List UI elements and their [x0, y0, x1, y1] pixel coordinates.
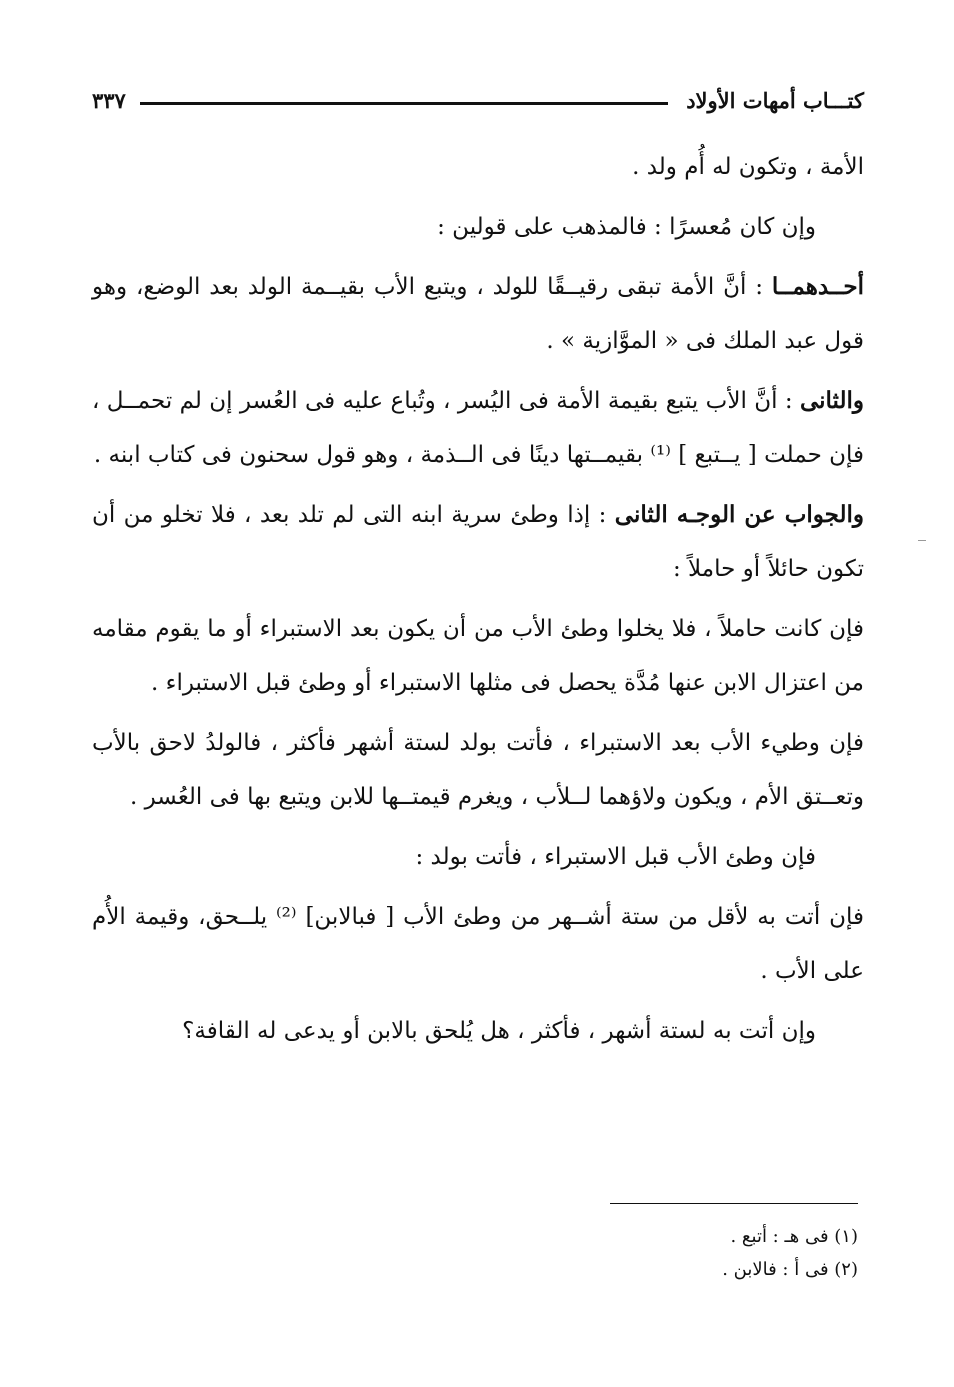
footnote-2: (٢) فى أ : فالابن .	[722, 1259, 858, 1280]
paragraph-text: فإن كانت حاملاً ، فلا يخلوا وطئ الأب من أن يكون بعد الاستبراء أو ما يقوم مقامه من اعتزال الابن عنها مُدَّة يحصل فى مثلها الاستبراء أو وطئ قبل الاستبراء .	[92, 616, 864, 696]
paragraph-lead: والثانى	[799, 387, 864, 414]
paragraph-2	[92, 200, 864, 254]
paragraph-5	[92, 488, 864, 596]
paragraph-text: وإن كان مُعسرًا : فالمذهب على قولين :	[437, 214, 816, 240]
paragraph-7	[92, 716, 864, 824]
paragraph-1	[92, 140, 864, 194]
paragraph-text: فإن وطيء الأب بعد الاستبراء ، فأتت بولد لستة أشهر فأكثر ، فالولدُ لاحق بالأب وتعــتق الأم ، ويكون ولاؤهما لــلأب ، ويغرم قيمتــها للابن ويتبع بها فى العُسر .	[92, 730, 864, 810]
paragraph-8	[92, 830, 864, 884]
paragraph-text: : إذا وطئ سرية ابنه التى لم تلد بعد ، فلا تخلو من أن تكون حائلاً أو حاملاً :	[92, 502, 864, 582]
footnotes	[498, 1220, 858, 1286]
running-header	[92, 84, 864, 118]
header-rule	[140, 102, 668, 105]
paragraph-text: : أنَّ الأب يتبع بقيمة الأمة فى اليُسر ، وتُباع عليه فى العُسر إن لم تحمــل ، فإن حملت [ يــتبع ] ⁽¹⁾ بقيمــتها دينًا فى الــذمة ، وهو قول سحنون فى كتاب ابنه .	[92, 388, 864, 468]
paragraph-text: : أنَّ الأمة تبقى رقيــقًا للولد ، ويتبع الأب بقيــمة الولد بعد الوضع، وهو قول عبد الملك فى « الموَّازية » .	[92, 274, 864, 354]
paragraph-lead: والجواب عن الوجـه الثانى	[614, 501, 864, 528]
paragraph-text: فإن أتت به لأقل من ستة أشــهر من وطئ الأب [ فبالابن] ⁽²⁾ يلــحق، وقيمة الأُم على الأب .	[92, 904, 864, 984]
footnote-separator	[610, 1203, 858, 1204]
paragraph-text: وإن أتت به لستة أشهر ، فأكثر ، هل يُلحق بالابن أو يدعى له القافة؟	[182, 1018, 816, 1044]
footnote-1: (١) فى هـ : أتبع .	[730, 1226, 858, 1247]
paragraph-lead: أحــدهمــا	[771, 273, 864, 300]
margin-mark	[918, 540, 926, 541]
header-title: كتـــاب أمهات الأولاد	[686, 88, 864, 113]
main-text	[92, 140, 864, 1064]
paragraph-4	[92, 374, 864, 482]
paragraph-3	[92, 260, 864, 368]
page-number: ٣٣٧	[92, 88, 126, 113]
paragraph-9	[92, 890, 864, 998]
paragraph-6	[92, 602, 864, 710]
paragraph-text: الأمة ، وتكون له أُم ولد .	[632, 154, 864, 180]
paragraph-text: فإن وطئ الأب قبل الاستبراء ، فأتت بولد :	[415, 844, 816, 870]
paragraph-10	[92, 1004, 864, 1058]
